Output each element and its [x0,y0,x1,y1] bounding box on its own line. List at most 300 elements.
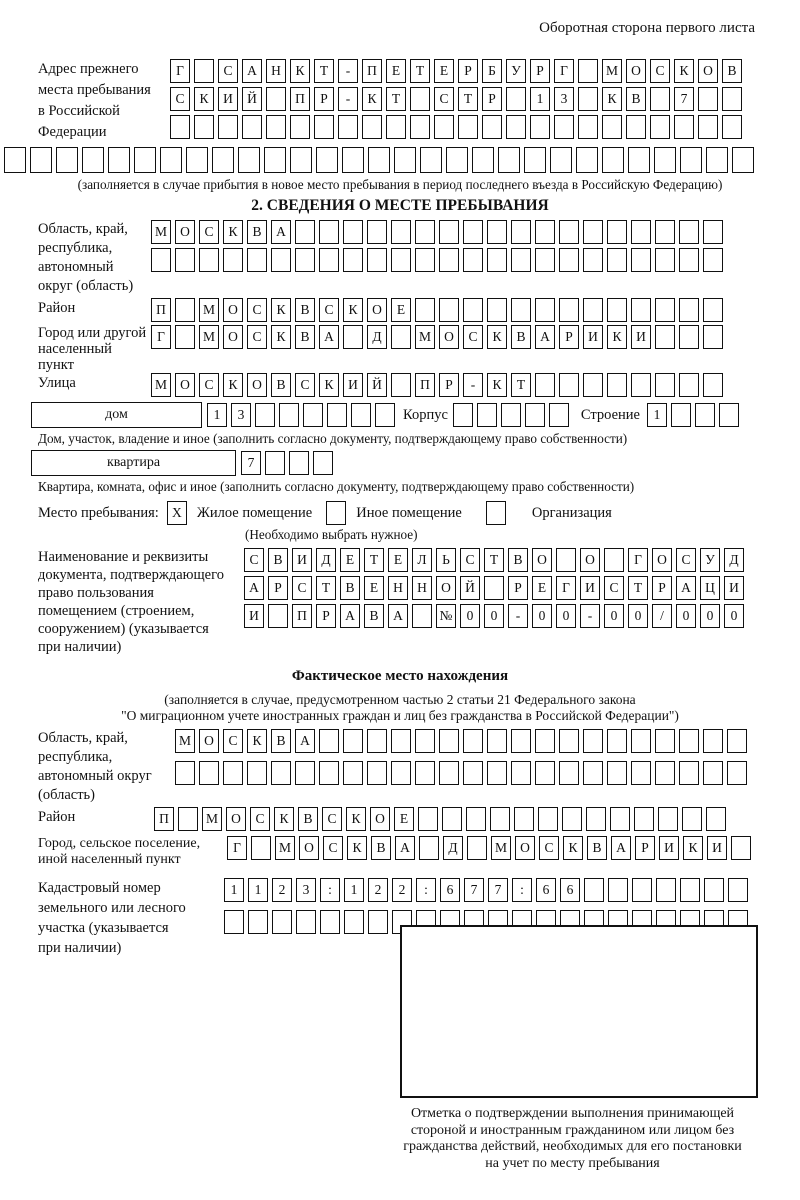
char-box[interactable] [487,220,507,244]
char-box[interactable] [251,836,271,860]
char-box[interactable] [554,115,574,139]
char-box[interactable]: Р [482,87,502,111]
char-box[interactable]: Л [412,548,432,572]
char-box[interactable] [170,115,190,139]
char-box[interactable] [410,87,430,111]
char-box[interactable]: С [244,548,264,572]
char-box[interactable] [319,729,339,753]
char-box[interactable]: Д [724,548,744,572]
char-box[interactable]: Е [394,807,414,831]
char-box[interactable] [343,325,363,349]
char-box[interactable] [439,729,459,753]
char-box[interactable] [484,576,504,600]
char-box[interactable]: В [508,548,528,572]
char-box[interactable]: К [194,87,214,111]
char-box[interactable]: И [218,87,238,111]
char-box[interactable]: О [652,548,672,572]
gorod-grid[interactable] [151,325,723,349]
char-box[interactable] [367,220,387,244]
char-box[interactable] [316,147,338,173]
char-box[interactable]: К [271,325,291,349]
char-box[interactable] [631,729,651,753]
char-box[interactable] [463,729,483,753]
char-box[interactable]: В [626,87,646,111]
char-box[interactable] [134,147,156,173]
char-box[interactable]: 2 [272,878,292,902]
char-box[interactable] [178,807,198,831]
char-box[interactable] [266,87,286,111]
char-box[interactable] [586,807,606,831]
char-box[interactable] [295,761,315,785]
char-box[interactable] [175,298,195,322]
char-box[interactable]: И [343,373,363,397]
char-box[interactable]: О [223,325,243,349]
char-box[interactable] [368,910,388,934]
char-box[interactable] [562,807,582,831]
char-box[interactable] [296,910,316,934]
char-box[interactable]: С [295,373,315,397]
char-box[interactable]: Е [364,576,384,600]
char-box[interactable] [655,761,675,785]
char-box[interactable] [559,729,579,753]
char-box[interactable] [463,248,483,272]
char-box[interactable] [680,878,700,902]
char-box[interactable]: О [175,220,195,244]
char-box[interactable]: С [250,807,270,831]
char-box[interactable] [391,761,411,785]
char-box[interactable]: С [247,298,267,322]
char-box[interactable] [679,729,699,753]
char-box[interactable]: О [515,836,535,860]
char-box[interactable] [607,373,627,397]
char-box[interactable] [583,220,603,244]
char-box[interactable] [535,248,555,272]
char-box[interactable] [535,761,555,785]
char-box[interactable] [679,761,699,785]
char-box[interactable]: М [199,298,219,322]
char-box[interactable]: С [604,576,624,600]
char-box[interactable] [583,729,603,753]
char-box[interactable]: Г [151,325,171,349]
char-box[interactable]: К [607,325,627,349]
char-box[interactable] [391,729,411,753]
char-box[interactable]: Е [340,548,360,572]
char-box[interactable] [295,220,315,244]
char-box[interactable]: Й [367,373,387,397]
char-box[interactable]: С [199,373,219,397]
char-box[interactable]: 7 [488,878,508,902]
char-box[interactable] [343,248,363,272]
char-box[interactable] [386,115,406,139]
char-box[interactable]: 1 [207,403,227,427]
char-box[interactable]: В [271,373,291,397]
char-box[interactable]: С [199,220,219,244]
char-box[interactable]: В [298,807,318,831]
char-box[interactable]: Д [316,548,336,572]
char-box[interactable] [268,604,288,628]
char-box[interactable] [626,115,646,139]
char-box[interactable] [511,248,531,272]
char-box[interactable]: 0 [676,604,696,628]
char-box[interactable] [732,147,754,173]
char-box[interactable] [506,115,526,139]
char-box[interactable]: С [322,807,342,831]
doc-grid-2[interactable] [244,576,744,600]
kvartira-box[interactable]: квартира [31,450,236,476]
char-box[interactable] [631,373,651,397]
char-box[interactable] [391,220,411,244]
char-box[interactable] [576,147,598,173]
char-box[interactable] [82,147,104,173]
prev-address-grid-3[interactable] [170,115,742,139]
char-box[interactable]: Р [439,373,459,397]
char-box[interactable]: И [292,548,312,572]
char-box[interactable] [511,729,531,753]
char-box[interactable] [224,910,244,934]
char-box[interactable]: Р [635,836,655,860]
char-box[interactable] [343,761,363,785]
char-box[interactable] [303,403,323,427]
char-box[interactable]: - [508,604,528,628]
char-box[interactable]: Т [364,548,384,572]
char-box[interactable] [482,115,502,139]
char-box[interactable] [703,325,723,349]
char-box[interactable]: Т [314,59,334,83]
char-box[interactable] [706,147,728,173]
char-box[interactable] [511,761,531,785]
kvartira-grid[interactable] [241,451,333,475]
char-box[interactable]: М [175,729,195,753]
char-box[interactable]: Г [227,836,247,860]
char-box[interactable] [631,220,651,244]
char-box[interactable] [415,248,435,272]
char-box[interactable]: Г [170,59,190,83]
char-box[interactable] [367,761,387,785]
char-box[interactable]: О [580,548,600,572]
char-box[interactable] [703,761,723,785]
char-box[interactable] [367,248,387,272]
char-box[interactable] [695,403,715,427]
char-box[interactable]: К [274,807,294,831]
char-box[interactable] [727,729,747,753]
char-box[interactable]: К [247,729,267,753]
char-box[interactable] [290,115,310,139]
char-box[interactable] [314,115,334,139]
char-box[interactable] [467,836,487,860]
char-box[interactable]: / [652,604,672,628]
char-box[interactable] [524,147,546,173]
char-box[interactable]: В [247,220,267,244]
char-box[interactable]: Н [412,576,432,600]
char-box[interactable] [412,604,432,628]
char-box[interactable] [549,403,569,427]
char-box[interactable]: П [290,87,310,111]
char-box[interactable] [514,807,534,831]
char-box[interactable] [535,729,555,753]
char-box[interactable] [559,298,579,322]
char-box[interactable] [419,836,439,860]
char-box[interactable]: С [170,87,190,111]
char-box[interactable] [415,220,435,244]
char-box[interactable] [458,115,478,139]
char-box[interactable] [583,373,603,397]
char-box[interactable]: К [343,298,363,322]
char-box[interactable] [728,878,748,902]
char-box[interactable] [530,115,550,139]
char-box[interactable]: 7 [241,451,261,475]
char-box[interactable]: 0 [724,604,744,628]
char-box[interactable] [722,87,742,111]
stroenie-grid[interactable] [647,403,739,427]
char-box[interactable]: - [580,604,600,628]
char-box[interactable] [698,87,718,111]
char-box[interactable]: 0 [532,604,552,628]
char-box[interactable] [655,729,675,753]
char-box[interactable] [632,878,652,902]
char-box[interactable] [655,220,675,244]
char-box[interactable] [674,115,694,139]
inoe-checkbox[interactable] [326,501,346,525]
char-box[interactable] [679,220,699,244]
char-box[interactable] [442,807,462,831]
char-box[interactable] [650,115,670,139]
char-box[interactable]: В [371,836,391,860]
char-box[interactable] [477,403,497,427]
char-box[interactable]: 1 [647,403,667,427]
char-box[interactable]: М [202,807,222,831]
oblast-grid-1[interactable] [151,220,723,244]
char-box[interactable]: Р [652,576,672,600]
char-box[interactable] [264,147,286,173]
char-box[interactable]: М [151,373,171,397]
char-box[interactable]: В [271,729,291,753]
char-box[interactable]: К [487,325,507,349]
ulitsa-grid[interactable] [151,373,723,397]
char-box[interactable]: М [415,325,435,349]
char-box[interactable]: Р [530,59,550,83]
char-box[interactable]: С [460,548,480,572]
fact-gorod-grid[interactable] [227,836,751,860]
char-box[interactable] [223,761,243,785]
char-box[interactable]: Т [386,87,406,111]
char-box[interactable]: О [532,548,552,572]
char-box[interactable]: П [151,298,171,322]
char-box[interactable]: - [338,87,358,111]
char-box[interactable]: О [223,298,243,322]
char-box[interactable] [265,451,285,475]
char-box[interactable]: 0 [484,604,504,628]
char-box[interactable] [271,248,291,272]
char-box[interactable]: О [367,298,387,322]
char-box[interactable] [682,807,702,831]
char-box[interactable] [583,298,603,322]
char-box[interactable]: В [340,576,360,600]
char-box[interactable]: 0 [604,604,624,628]
char-box[interactable]: Н [266,59,286,83]
char-box[interactable] [160,147,182,173]
char-box[interactable] [218,115,238,139]
char-box[interactable] [344,910,364,934]
char-box[interactable] [610,807,630,831]
char-box[interactable]: 7 [464,878,484,902]
char-box[interactable] [706,807,726,831]
char-box[interactable]: А [244,576,264,600]
char-box[interactable] [719,403,739,427]
char-box[interactable] [279,403,299,427]
char-box[interactable]: М [275,836,295,860]
char-box[interactable] [487,729,507,753]
char-box[interactable]: Р [508,576,528,600]
char-box[interactable]: 1 [344,878,364,902]
char-box[interactable] [343,220,363,244]
char-box[interactable]: М [602,59,622,83]
char-box[interactable]: Й [460,576,480,600]
char-box[interactable]: Р [268,576,288,600]
char-box[interactable]: С [247,325,267,349]
char-box[interactable]: В [722,59,742,83]
char-box[interactable] [463,761,483,785]
char-box[interactable] [368,147,390,173]
char-box[interactable] [199,761,219,785]
char-box[interactable] [391,325,411,349]
char-box[interactable] [703,248,723,272]
char-box[interactable] [535,220,555,244]
char-box[interactable] [501,403,521,427]
char-box[interactable]: Д [367,325,387,349]
char-box[interactable] [223,248,243,272]
char-box[interactable]: К [674,59,694,83]
char-box[interactable] [175,325,195,349]
char-box[interactable] [319,248,339,272]
char-box[interactable]: К [346,807,366,831]
char-box[interactable]: В [268,548,288,572]
char-box[interactable] [698,115,718,139]
char-box[interactable]: А [611,836,631,860]
char-box[interactable] [247,761,267,785]
char-box[interactable] [255,403,275,427]
char-box[interactable] [247,248,267,272]
char-box[interactable] [319,761,339,785]
char-box[interactable]: И [707,836,727,860]
char-box[interactable] [439,761,459,785]
char-box[interactable]: Т [316,576,336,600]
char-box[interactable] [607,248,627,272]
char-box[interactable] [194,115,214,139]
char-box[interactable] [559,761,579,785]
char-box[interactable]: Р [458,59,478,83]
char-box[interactable] [313,451,333,475]
char-box[interactable] [680,147,702,173]
char-box[interactable] [338,115,358,139]
char-box[interactable] [108,147,130,173]
char-box[interactable] [703,729,723,753]
char-box[interactable] [679,248,699,272]
char-box[interactable] [550,147,572,173]
char-box[interactable] [631,761,651,785]
korpus-grid[interactable] [453,403,569,427]
char-box[interactable] [343,729,363,753]
char-box[interactable] [731,836,751,860]
char-box[interactable]: С [650,59,670,83]
char-box[interactable] [362,115,382,139]
char-box[interactable]: В [295,298,315,322]
char-box[interactable]: И [580,576,600,600]
char-box[interactable] [30,147,52,173]
char-box[interactable]: А [340,604,360,628]
char-box[interactable]: Д [443,836,463,860]
char-box[interactable] [559,220,579,244]
char-box[interactable] [655,298,675,322]
char-box[interactable]: - [338,59,358,83]
prev-address-grid-4[interactable] [4,147,780,173]
char-box[interactable]: Е [434,59,454,83]
char-box[interactable] [439,220,459,244]
char-box[interactable]: 3 [296,878,316,902]
char-box[interactable]: Р [314,87,334,111]
char-box[interactable] [415,761,435,785]
char-box[interactable]: О [247,373,267,397]
kadastr-grid-1[interactable] [224,878,748,902]
char-box[interactable]: С [676,548,696,572]
char-box[interactable]: Ц [700,576,720,600]
char-box[interactable] [463,298,483,322]
char-box[interactable]: К [347,836,367,860]
char-box[interactable]: Г [556,576,576,600]
char-box[interactable] [498,147,520,173]
char-box[interactable] [608,878,628,902]
char-box[interactable]: К [271,298,291,322]
prev-address-grid-2[interactable] [170,87,742,111]
char-box[interactable]: О [370,807,390,831]
char-box[interactable]: № [436,604,456,628]
char-box[interactable] [367,729,387,753]
char-box[interactable] [375,403,395,427]
char-box[interactable]: М [491,836,511,860]
char-box[interactable]: 3 [231,403,251,427]
char-box[interactable] [671,403,691,427]
char-box[interactable]: И [583,325,603,349]
fact-oblast-grid-1[interactable] [175,729,747,753]
char-box[interactable] [289,451,309,475]
char-box[interactable]: К [290,59,310,83]
char-box[interactable]: И [244,604,264,628]
char-box[interactable] [655,325,675,349]
char-box[interactable] [56,147,78,173]
char-box[interactable]: В [295,325,315,349]
char-box[interactable] [655,248,675,272]
char-box[interactable]: О [199,729,219,753]
char-box[interactable] [631,298,651,322]
char-box[interactable] [703,373,723,397]
char-box[interactable] [319,220,339,244]
char-box[interactable] [602,147,624,173]
char-box[interactable] [290,147,312,173]
char-box[interactable] [607,729,627,753]
char-box[interactable] [463,220,483,244]
char-box[interactable]: : [512,878,532,902]
char-box[interactable]: В [511,325,531,349]
char-box[interactable] [266,115,286,139]
char-box[interactable]: 1 [224,878,244,902]
char-box[interactable]: 6 [440,878,460,902]
char-box[interactable]: 1 [530,87,550,111]
char-box[interactable] [271,761,291,785]
char-box[interactable]: - [463,373,483,397]
char-box[interactable]: : [416,878,436,902]
char-box[interactable]: Т [484,548,504,572]
char-box[interactable] [327,403,347,427]
char-box[interactable]: С [319,298,339,322]
